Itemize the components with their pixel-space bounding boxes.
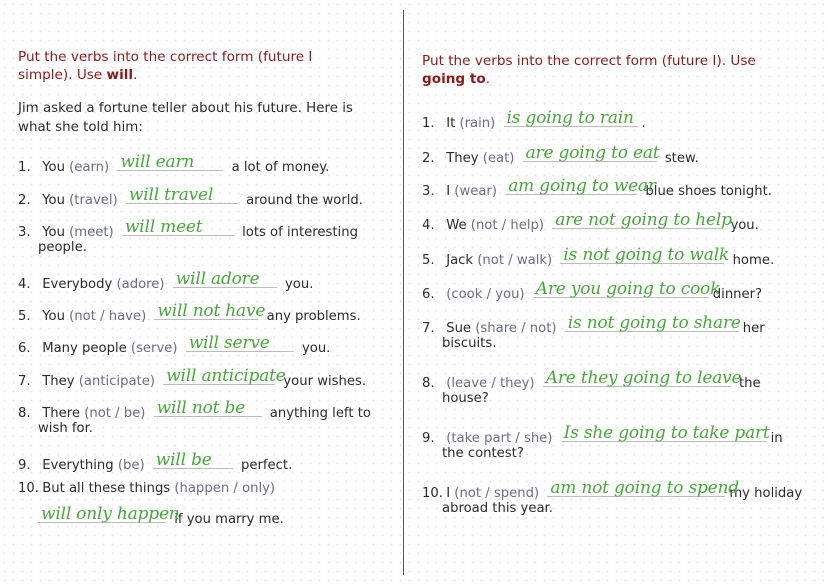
- answer-blank[interactable]: will not have: [154, 299, 258, 320]
- answer-blank[interactable]: is not going to walk: [560, 243, 724, 264]
- left-item-9: 9. Everything (be) will be perfect.: [18, 450, 293, 473]
- answer-blank[interactable]: Are you going to cook: [533, 277, 709, 298]
- answer-blank[interactable]: will meet: [122, 215, 234, 236]
- answer-blank[interactable]: will not be: [154, 396, 262, 417]
- right-item-8-continuation: house?: [442, 391, 489, 406]
- answer-blank[interactable]: will serve: [186, 331, 294, 352]
- left-item-8-continuation: wish for.: [38, 421, 93, 436]
- right-item-2: 2. They (eat) are going to eat stew.: [422, 143, 699, 166]
- right-item-1: 1. It (rain) is going to rain .: [422, 108, 646, 131]
- right-item-3: 3. I (wear) am going to wear blue shoes tonight.: [422, 176, 772, 199]
- right-item-10: 10. I (not / spend) am not going to spend my holiday: [422, 478, 803, 501]
- answer-blank[interactable]: will only happen: [38, 502, 166, 523]
- right-item-7: 7. Sue (share / not) is not going to share her: [422, 313, 765, 336]
- answer-blank[interactable]: is not going to share: [565, 311, 739, 332]
- answer-blank[interactable]: will anticipate: [163, 364, 275, 385]
- right-instruction: Put the verbs into the correct form (future I). Use going to.: [422, 53, 756, 87]
- left-item-7: 7. They (anticipate) will anticipate your wishes.: [18, 366, 367, 389]
- right-item-10-continuation: abroad this year.: [442, 501, 553, 516]
- right-item-8: 8. (leave / they) Are they going to leave the: [422, 368, 761, 391]
- left-item-3-continuation: people.: [38, 240, 87, 255]
- answer-blank[interactable]: will travel: [126, 183, 238, 204]
- answer-blank[interactable]: am not going to spend: [547, 476, 725, 497]
- answer-blank[interactable]: am going to wear: [505, 174, 637, 195]
- right-item-6: 6. (cook / you) Are you going to cook dinner?: [422, 279, 763, 302]
- left-item-4: 4. Everybody (adore) will adore you.: [18, 269, 314, 292]
- answer-blank[interactable]: are going to eat: [523, 141, 657, 162]
- right-item-7-continuation: biscuits.: [442, 336, 497, 351]
- answer-blank[interactable]: will earn: [117, 150, 223, 171]
- answer-blank[interactable]: will be: [153, 448, 233, 469]
- answer-blank[interactable]: are not going to help: [552, 208, 722, 229]
- answer-blank[interactable]: will adore: [173, 267, 277, 288]
- answer-blank[interactable]: Is she going to take part: [561, 421, 767, 442]
- left-instruction: Put the verbs into the correct form (future I simple). Use will.: [18, 49, 313, 83]
- left-item-10-answer-line: will only happen if you marry me.: [38, 502, 284, 531]
- left-item-6: 6. Many people (serve) will serve you.: [18, 333, 331, 356]
- left-item-3: 3. You (meet) will meet lots of interesting: [18, 217, 358, 240]
- left-item-2: 2. You (travel) will travel around the world.: [18, 185, 363, 208]
- right-item-4: 4. We (not / help) are not going to help you.: [422, 210, 759, 233]
- answer-blank[interactable]: Are they going to leave: [543, 366, 731, 387]
- left-item-5: 5. You (not / have) will not have any problems.: [18, 301, 361, 324]
- left-item-10: 10. But all these things (happen / only): [18, 481, 276, 496]
- column-divider: [403, 10, 404, 575]
- right-item-9: 9. (take part / she) Is she going to take part in: [422, 423, 783, 446]
- right-item-5: 5. Jack (not / walk) is not going to walk home.: [422, 245, 775, 268]
- left-item-1: 1. You (earn) will earn a lot of money.: [18, 152, 330, 175]
- right-item-9-continuation: the contest?: [442, 446, 524, 461]
- answer-blank[interactable]: is going to rain: [504, 106, 638, 127]
- left-item-8: 8. There (not / be) will not be anything left to: [18, 398, 371, 421]
- left-intro: Jim asked a fortune teller about his future. Here is what she told him:: [18, 101, 353, 135]
